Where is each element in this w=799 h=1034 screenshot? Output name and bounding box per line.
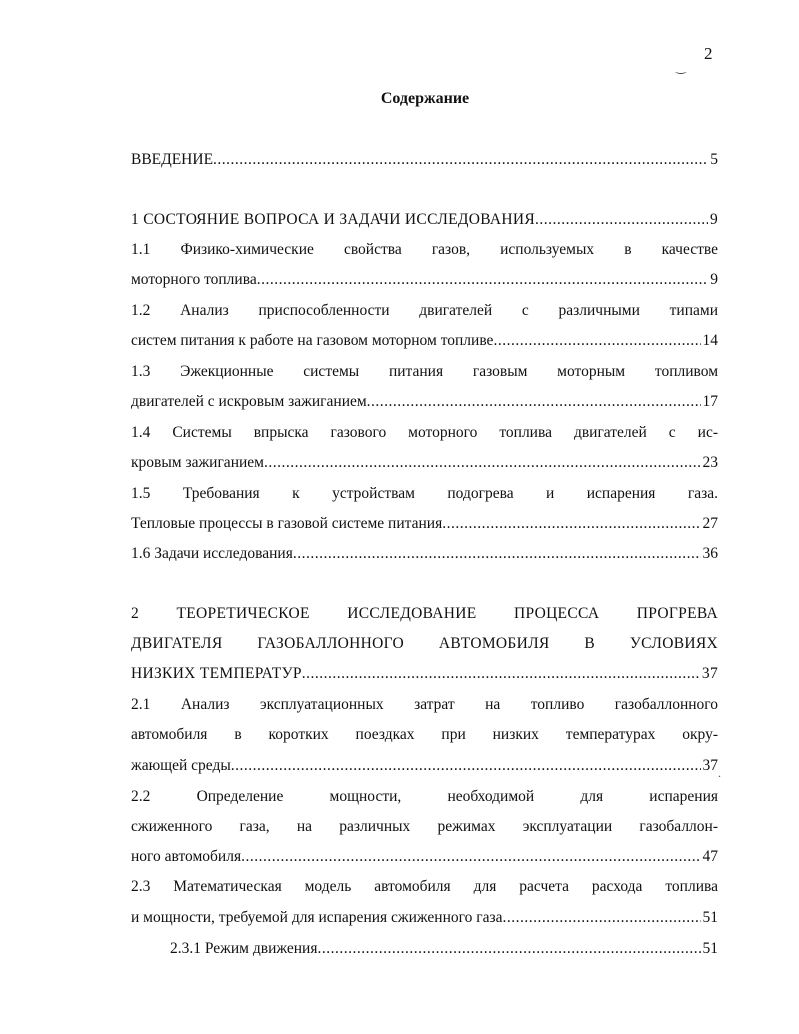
toc-entry-intro (131, 150, 718, 170)
toc-entry-text: жающей среды (131, 757, 231, 774)
toc-entry-2-3-1 (170, 939, 718, 959)
toc-page-number: 5 (710, 151, 718, 168)
toc-entry-chapter-2-line1: 2 ТЕОРЕТИЧЕСКОЕ ИССЛЕДОВАНИЕ ПРОЦЕССА ПРОГРЕВА (131, 605, 718, 622)
toc-entry-text: 1.6 Задачи исследования (131, 545, 293, 562)
toc-page-number: 37 (701, 665, 718, 682)
toc-entry-2-1-line1: 2.1 Анализ эксплуатационных затрат на топливо газобаллонного (131, 696, 718, 713)
toc-entry-1-1-line1: 1.1 Физико-химические свойства газов, используемых в качестве (131, 241, 718, 258)
toc-entry-1-1 (131, 270, 718, 290)
toc-entry-chapter-2 (131, 664, 718, 684)
toc-entry-text: ВВЕДЕНИЕ (131, 151, 214, 168)
leader-dots (442, 514, 700, 534)
toc-entry-text: и мощности, требуемой для испарения сжиженного газа (131, 909, 503, 926)
toc-entry-1-4 (131, 453, 718, 473)
leader-dots (293, 544, 701, 564)
toc-entry-2-3 (131, 908, 718, 928)
toc-entry-1-2 (131, 331, 718, 351)
toc-entry-text: 2.3.1 Режим движения (170, 940, 318, 957)
toc-page-number: 37 (702, 757, 718, 774)
toc-page-number: 51 (702, 909, 718, 926)
leader-dots (213, 150, 708, 170)
leader-dots (231, 756, 701, 776)
toc-entry-text: НИЗКИХ ТЕМПЕРАТУР (131, 665, 302, 682)
toc-entry-1-3 (131, 392, 718, 412)
toc-page-number: 23 (702, 454, 718, 471)
toc-entry-1-2-line1: 1.2 Анализ приспособленности двигателей с различными типами (131, 302, 718, 319)
leader-dots (257, 270, 709, 290)
toc-entry-text: Тепловые процессы в газовой системе питания (131, 515, 443, 532)
toc-entry-1-4-line1: 1.4 Системы впрыска газового моторного топлива двигателей с ис- (131, 424, 718, 441)
toc-page-number: 9 (710, 271, 718, 288)
leader-dots (241, 847, 700, 867)
toc-entry-1-3-line1: 1.3 Эжекционные системы питания газовым моторным топливом (131, 363, 718, 380)
toc-title: Содержание (380, 90, 470, 107)
leader-dots (535, 210, 708, 230)
toc-page-number: 27 (702, 515, 718, 532)
toc-entry-chapter-2-line2: ДВИГАТЕЛЯ ГАЗОБАЛЛОННОГО АВТОМОБИЛЯ В УСЛОВИЯХ (131, 635, 718, 652)
leader-dots (502, 908, 700, 928)
toc-entry-2-1-line2: автомобиля в коротких поездках при низких температурах окру- (131, 726, 718, 743)
toc-entry-2-2 (131, 847, 718, 867)
toc-entry-2-2-line1: 2.2 Определение мощности, необходимой для испарения (131, 788, 718, 805)
toc-entry-text: систем питания к работе на газовом моторном топливе (131, 332, 494, 349)
leader-dots (367, 392, 701, 412)
leader-dots (302, 664, 700, 684)
toc-page-number: 51 (702, 940, 718, 957)
toc-entry-1-6 (131, 544, 718, 564)
toc-page-number: 36 (702, 545, 718, 562)
toc-entry-chapter-1 (131, 210, 718, 230)
leader-dots (317, 939, 700, 959)
toc-entry-2-2-line2: сжиженного газа, на различных режимах эксплуатации газобаллон- (131, 818, 718, 835)
scan-mark: ‿ (676, 60, 686, 74)
page-number: 2 (704, 44, 713, 63)
toc-entry-text: двигателей с искровым зажиганием (131, 393, 367, 410)
toc-page-number: 17 (702, 393, 718, 410)
toc-entry-1-5 (131, 514, 718, 534)
toc-entry-text: моторного топлива (131, 271, 257, 288)
scan-speck: . (718, 766, 721, 780)
toc-entry-1-5-line1: 1.5 Требования к устройствам подогрева и испарения газа. (131, 485, 718, 502)
toc-entry-2-1 (131, 756, 718, 776)
toc-page-number: 14 (702, 332, 718, 349)
toc-entry-text: кровым зажиганием (131, 454, 264, 471)
toc-entry-2-3-line1: 2.3 Математическая модель автомобиля для расчета расхода топлива (131, 878, 718, 895)
toc-page-number: 9 (709, 211, 718, 228)
leader-dots (493, 331, 700, 351)
toc-entry-text: ного автомобиля (131, 848, 242, 865)
leader-dots (264, 453, 701, 473)
toc-page-number: 47 (702, 848, 718, 865)
toc-entry-text: 1 СОСТОЯНИЕ ВОПРОСА И ЗАДАЧИ ИССЛЕДОВАНИЯ (131, 211, 536, 228)
